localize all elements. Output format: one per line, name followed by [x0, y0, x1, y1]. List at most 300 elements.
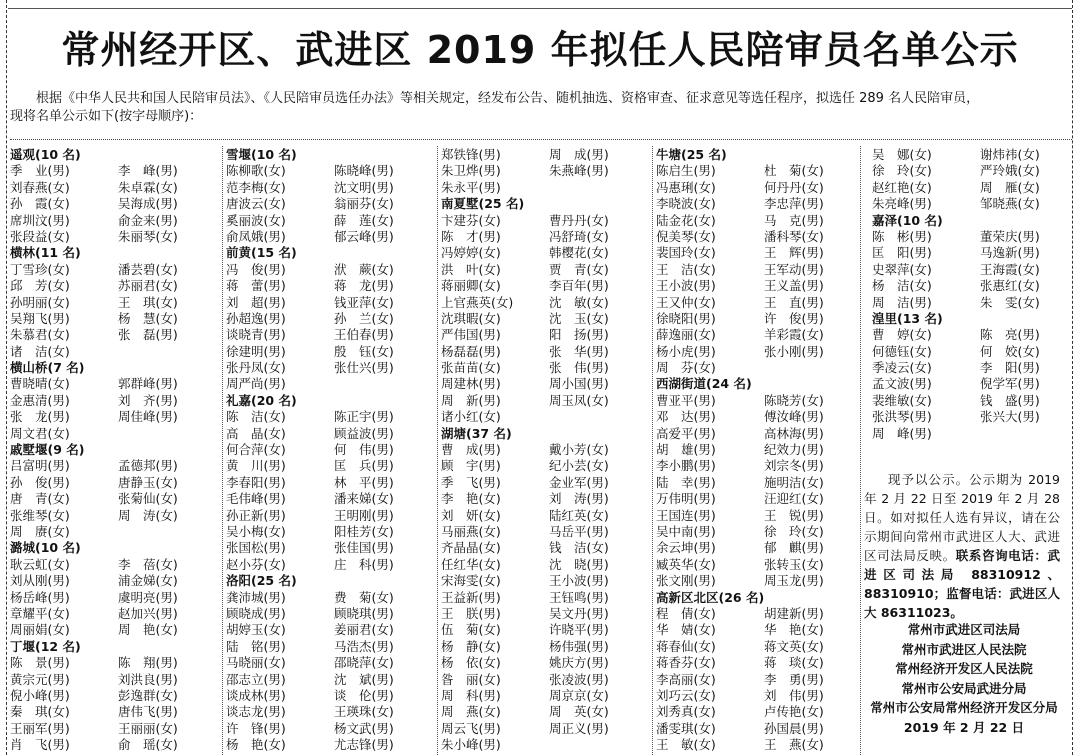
juror-name: 杨 慧(女) [118, 310, 178, 326]
area-heading-text: 南夏墅(25 名) [441, 196, 525, 212]
name-row [656, 655, 872, 671]
juror-name: 吕富明(男) [10, 458, 70, 474]
intro-paragraph [10, 90, 1072, 126]
name-row [441, 213, 657, 229]
name-row [441, 590, 657, 606]
name-row [10, 393, 226, 409]
juror-name: 徐建明(男) [226, 343, 286, 359]
juror-name: 张菊仙(女) [118, 491, 178, 507]
juror-name: 孟文波(男) [872, 376, 932, 392]
juror-name: 陈 翔(男) [118, 655, 178, 671]
name-row [226, 163, 442, 179]
juror-name: 冯舒琦(女) [549, 228, 609, 244]
juror-name: 卞建芬(女) [441, 212, 501, 228]
juror-name: 曹亚平(男) [656, 392, 716, 408]
juror-name: 沈 晓(男) [549, 556, 609, 572]
name-row [656, 229, 872, 245]
juror-name: 洑 蕨(女) [334, 261, 394, 277]
juror-name: 王钰鸣(男) [549, 589, 609, 605]
juror-name: 许 俊(男) [764, 310, 824, 326]
name-row [226, 688, 442, 704]
juror-name: 胡建新(男) [764, 605, 824, 621]
juror-name: 沈 敏(女) [549, 294, 609, 310]
juror-name: 诸小红(女) [441, 409, 501, 425]
juror-name: 陆红英(女) [549, 507, 609, 523]
juror-name: 李百年(男) [549, 278, 609, 294]
juror-name: 朱丽琴(女) [118, 228, 178, 244]
name-row [441, 295, 657, 311]
name-row [10, 163, 226, 179]
juror-name: 洪 叶(女) [441, 261, 501, 277]
juror-name: 诸 洁(女) [10, 343, 70, 359]
juror-name: 周 成(男) [549, 147, 609, 162]
juror-name: 姚庆方(男) [549, 655, 609, 671]
name-row [226, 639, 442, 655]
juror-name: 何丹丹(女) [764, 179, 824, 195]
name-row [872, 163, 1080, 179]
signer-line: 常州市武进区司法局 [907, 622, 1021, 637]
name-row [872, 327, 1080, 343]
juror-name: 谈志龙(男) [226, 704, 286, 720]
juror-name: 刘 齐(男) [118, 392, 178, 408]
name-row [441, 573, 657, 589]
name-row [656, 360, 872, 376]
name-row [656, 278, 872, 294]
juror-name: 沈琪暇(女) [441, 310, 501, 326]
name-row [872, 393, 1080, 409]
juror-name: 伍 菊(女) [441, 622, 501, 638]
name-row [872, 376, 1080, 392]
name-row [656, 606, 872, 622]
juror-name: 许 锋(男) [226, 720, 286, 736]
juror-name: 郑铁锋(男) [441, 147, 501, 162]
juror-name: 傅汝峰(男) [764, 409, 824, 425]
name-row [656, 557, 872, 573]
name-row [441, 327, 657, 343]
juror-name: 周佳峰(男) [118, 409, 178, 425]
juror-name: 纪效力(男) [764, 442, 824, 458]
name-row [10, 213, 226, 229]
juror-name: 蒋 龙(男) [334, 278, 394, 294]
juror-name: 何 姣(女) [980, 343, 1040, 359]
juror-name: 杜 菊(女) [764, 163, 824, 179]
juror-name: 李 峰(男) [118, 163, 178, 179]
name-column-2 [226, 147, 442, 753]
juror-name: 陈 亮(男) [980, 327, 1040, 343]
juror-name: 张 华(男) [549, 343, 609, 359]
juror-name: 俞 瑶(女) [118, 737, 178, 753]
juror-name: 王瑛珠(女) [334, 704, 394, 720]
juror-name: 杨小虎(男) [656, 343, 716, 359]
juror-name: 马岳平(男) [549, 523, 609, 539]
name-row [10, 376, 226, 392]
juror-name: 顾晓琪(男) [334, 605, 394, 621]
juror-name: 严伟国(男) [441, 327, 501, 343]
juror-name: 王 朕(男) [441, 605, 501, 621]
juror-name: 上官燕英(女) [441, 294, 514, 310]
juror-name: 阳 扬(男) [549, 327, 609, 343]
juror-name: 王又仲(女) [656, 294, 716, 310]
juror-name: 倪学军(男) [980, 376, 1040, 392]
name-row [226, 327, 442, 343]
name-row [441, 344, 657, 360]
name-row [226, 737, 442, 753]
juror-name: 董荣庆(男) [980, 228, 1040, 244]
juror-name: 史翠萍(女) [872, 261, 932, 277]
juror-name: 李春阳(男) [226, 474, 286, 490]
juror-name: 王 直(男) [764, 294, 824, 310]
juror-name: 王伯春(男) [334, 327, 394, 343]
juror-name: 周建林(男) [441, 376, 501, 392]
juror-name: 朱 雯(女) [980, 294, 1040, 310]
area-heading [10, 639, 226, 655]
juror-name: 陈启生(男) [656, 163, 716, 179]
name-row [656, 295, 872, 311]
juror-name: 周 涛(女) [118, 507, 178, 523]
juror-name: 曹 婷(女) [872, 327, 932, 343]
name-row [441, 229, 657, 245]
juror-name: 虞明亮(男) [118, 589, 178, 605]
name-row [656, 262, 872, 278]
name-row [441, 672, 657, 688]
area-heading-text: 雪堰(10 名) [226, 147, 297, 162]
juror-name: 刘春燕(女) [10, 179, 70, 195]
juror-name: 陈晓芳(女) [764, 392, 824, 408]
juror-name: 任红华(女) [441, 556, 501, 572]
contact-info: 联系咨询电话：武进区司法局 88310912、88310910；监督电话：武进区人大 86311023。 [864, 548, 1060, 620]
juror-name: 吴翔飞(男) [10, 310, 70, 326]
juror-name: 王军动(男) [764, 261, 824, 277]
juror-name: 周玉凤(女) [549, 392, 609, 408]
name-row [656, 409, 872, 425]
juror-name: 倪小峰(男) [10, 687, 70, 703]
name-row [441, 737, 657, 753]
juror-name: 沈文明(男) [334, 179, 394, 195]
juror-name: 顾益波(男) [334, 425, 394, 441]
juror-name: 张仕兴(男) [334, 360, 394, 376]
intro-line-1: 根据《中华人民共和国人民陪审员法》、《人民陪审员选任办法》等相关规定，经发布公告、随机抽选、资格审查、征求意见等选任程序，拟选任 289 名人民陪审员， [36, 91, 980, 106]
name-row [656, 688, 872, 704]
juror-name: 耿云虹(女) [10, 556, 70, 572]
juror-name: 张 磊(男) [118, 327, 178, 343]
name-row [226, 376, 442, 392]
juror-name: 徐 玲(女) [764, 523, 824, 539]
juror-name: 许晓平(男) [549, 622, 609, 638]
juror-name: 邱 芳(女) [10, 278, 70, 294]
juror-name: 姜丽君(女) [334, 622, 394, 638]
area-heading [872, 213, 1080, 229]
juror-name: 韩樱花(女) [549, 245, 609, 261]
juror-name: 王 燕(女) [764, 737, 824, 753]
juror-name: 邓 达(男) [656, 409, 716, 425]
name-row [10, 737, 226, 753]
juror-name: 高 晶(女) [226, 425, 286, 441]
juror-name: 顾晓成(男) [226, 605, 286, 621]
juror-name: 蒋丽卿(女) [441, 278, 501, 294]
juror-name: 万伟明(男) [656, 491, 716, 507]
juror-name: 蒋香芬(女) [656, 655, 716, 671]
juror-name: 李小鹏(男) [656, 458, 716, 474]
juror-name: 张 伟(男) [549, 360, 609, 376]
juror-name: 谢炜祎(女) [980, 147, 1040, 162]
name-row [10, 721, 226, 737]
juror-name: 杨文武(男) [334, 720, 394, 736]
juror-name: 庄 科(男) [334, 556, 394, 572]
juror-name: 朱小峰(男) [441, 737, 501, 753]
name-row [226, 196, 442, 212]
area-heading [10, 360, 226, 376]
name-row [10, 295, 226, 311]
name-row [10, 344, 226, 360]
name-row [656, 672, 872, 688]
juror-name: 冯 俊(男) [226, 261, 286, 277]
area-heading-text: 西湖街道(24 名) [656, 376, 752, 392]
name-row [656, 721, 872, 737]
juror-name: 蒋 蕾(男) [226, 278, 286, 294]
juror-name: 王丽丽(女) [118, 720, 178, 736]
area-heading [656, 147, 872, 163]
name-row [441, 245, 657, 261]
juror-name: 王小波(男) [656, 278, 716, 294]
name-row [441, 639, 657, 655]
juror-name: 浦金娣(女) [118, 573, 178, 589]
name-row [10, 508, 226, 524]
juror-name: 张凌波(男) [549, 671, 609, 687]
juror-name: 匡 兵(男) [334, 458, 394, 474]
name-row [872, 426, 1080, 442]
juror-name: 赵加兴(男) [118, 605, 178, 621]
juror-name: 谈成林(男) [226, 687, 286, 703]
juror-name: 陈 洁(女) [226, 409, 286, 425]
juror-name: 张惠红(女) [980, 278, 1040, 294]
juror-name: 李 艳(女) [441, 491, 501, 507]
name-row [441, 606, 657, 622]
name-row [656, 491, 872, 507]
name-row [441, 557, 657, 573]
name-row [10, 229, 226, 245]
name-row [10, 688, 226, 704]
juror-name: 郭群峰(男) [118, 376, 178, 392]
juror-name: 何德钰(女) [872, 343, 932, 359]
name-row [872, 278, 1080, 294]
area-heading-text: 前黄(15 名) [226, 245, 297, 261]
juror-name: 毛伟峰(男) [226, 491, 286, 507]
juror-name: 李高丽(女) [656, 671, 716, 687]
juror-name: 吴中南(男) [656, 523, 716, 539]
area-heading-text: 遥观(10 名) [10, 147, 81, 162]
name-row [656, 704, 872, 720]
juror-name: 钱亚萍(女) [334, 294, 394, 310]
juror-name: 王丽军(男) [10, 720, 70, 736]
juror-name: 张国松(男) [226, 540, 286, 556]
juror-name: 张洪琴(男) [872, 409, 932, 425]
juror-name: 季 业(男) [10, 163, 70, 179]
name-row [441, 147, 657, 163]
name-row [10, 311, 226, 327]
name-row [656, 393, 872, 409]
name-row [226, 475, 442, 491]
juror-name: 徐晓阳(男) [656, 310, 716, 326]
name-row [656, 524, 872, 540]
juror-name: 潘来娣(女) [334, 491, 394, 507]
juror-name: 钱 洁(女) [549, 540, 609, 556]
juror-name: 彭逸群(女) [118, 687, 178, 703]
name-row [441, 475, 657, 491]
name-row [10, 491, 226, 507]
juror-name: 曹 成(男) [441, 442, 501, 458]
name-row [226, 409, 442, 425]
name-row [441, 508, 657, 524]
name-row [226, 458, 442, 474]
name-row [226, 442, 442, 458]
name-row [10, 573, 226, 589]
juror-name: 季 飞(男) [441, 474, 501, 490]
name-row [226, 508, 442, 524]
area-heading [441, 196, 657, 212]
juror-name: 潘芸碧(女) [118, 261, 178, 277]
notice-block [864, 470, 1060, 622]
notice-text: 现予以公示。公示期为 2019 年 2 月 22 日至 2019 年 2 月 28 日。如对拟任人选有异议，请在公示期间向常州市武进区人大、武进区司法局反映。 [864, 472, 1060, 563]
juror-name: 匡 阳(男) [872, 245, 932, 261]
juror-name: 孙 俊(男) [10, 474, 70, 490]
juror-name: 金惠清(男) [10, 392, 70, 408]
juror-name: 裴维敏(女) [872, 392, 932, 408]
name-row [872, 295, 1080, 311]
juror-name: 周文君(女) [10, 425, 70, 441]
juror-name: 王明刚(男) [334, 507, 394, 523]
name-row [226, 344, 442, 360]
name-row [441, 491, 657, 507]
juror-name: 孙 霞(女) [10, 196, 70, 212]
name-row [226, 491, 442, 507]
area-heading-text: 潞城(10 名) [10, 540, 81, 556]
juror-name: 吴海成(男) [118, 196, 178, 212]
area-heading-text: 湖塘(37 名) [441, 425, 512, 441]
juror-name: 陆金花(女) [656, 212, 716, 228]
juror-name: 王小波(男) [549, 573, 609, 589]
name-row [10, 458, 226, 474]
name-row [656, 213, 872, 229]
name-column-3 [441, 147, 657, 753]
juror-name: 周 芬(女) [656, 360, 716, 376]
juror-name: 刘宗冬(男) [764, 458, 824, 474]
left-border [6, 0, 7, 755]
juror-name: 马 克(男) [764, 212, 824, 228]
juror-name: 杨 依(女) [441, 655, 501, 671]
name-row [656, 344, 872, 360]
section-separator [10, 139, 1072, 140]
name-row [226, 672, 442, 688]
name-row [441, 180, 657, 196]
area-heading-text: 丁堰(12 名) [10, 638, 81, 654]
name-row [10, 327, 226, 343]
name-row [10, 672, 226, 688]
juror-name: 杨 静(女) [441, 638, 501, 654]
juror-name: 周 雁(女) [980, 179, 1040, 195]
juror-name: 沈 斌(男) [334, 671, 394, 687]
name-row [656, 327, 872, 343]
juror-name: 杨岳峰(男) [10, 589, 70, 605]
juror-name: 李 蓓(女) [118, 556, 178, 572]
juror-name: 顾 宇(男) [441, 458, 501, 474]
name-row [872, 262, 1080, 278]
juror-name: 谈晓青(男) [226, 327, 286, 343]
juror-name: 刘洪良(男) [118, 671, 178, 687]
area-heading-text: 高新区北区(26 名) [656, 589, 765, 605]
area-heading [656, 590, 872, 606]
name-column-4 [656, 147, 872, 753]
juror-name: 马晓丽(女) [226, 655, 286, 671]
juror-name: 刘巧云(女) [656, 687, 716, 703]
name-row [656, 196, 872, 212]
name-row [226, 262, 442, 278]
area-heading [872, 311, 1080, 327]
name-row [10, 475, 226, 491]
juror-name: 王海霞(女) [980, 261, 1040, 277]
name-row [656, 540, 872, 556]
name-row [10, 278, 226, 294]
signers-block [864, 620, 1064, 737]
name-row [441, 360, 657, 376]
juror-name: 马浩杰(男) [334, 638, 394, 654]
juror-name: 卢传艳(女) [764, 704, 824, 720]
juror-name: 刘从刚(男) [10, 573, 70, 589]
name-row [656, 508, 872, 524]
name-row [226, 606, 442, 622]
area-heading-text: 横林(11 名) [10, 245, 81, 261]
name-row [872, 409, 1080, 425]
signer-line: 常州经济开发区人民法院 [895, 661, 1033, 676]
signer-line: 常州市公安局常州经济开发区分局 [870, 700, 1058, 715]
juror-name: 贾 青(女) [549, 261, 609, 277]
juror-name: 陈 才(男) [441, 228, 501, 244]
juror-name: 唐波云(女) [226, 196, 286, 212]
area-heading [226, 147, 442, 163]
juror-name: 薛逸丽(女) [656, 327, 716, 343]
juror-name: 薛 莲(女) [334, 212, 394, 228]
juror-name: 张小刚(男) [764, 343, 824, 359]
juror-name: 席圳汶(男) [10, 212, 70, 228]
signer-line: 常州市公安局武进分局 [901, 680, 1027, 696]
name-row [656, 442, 872, 458]
name-row [226, 557, 442, 573]
juror-name: 周小国(男) [549, 376, 609, 392]
name-row [872, 344, 1080, 360]
juror-name: 周正义(男) [549, 720, 609, 736]
juror-name: 胡 雄(男) [656, 442, 716, 458]
juror-name: 殷 钰(女) [334, 343, 394, 359]
juror-name: 周 科(男) [441, 687, 501, 703]
juror-name: 曹晓晴(女) [10, 376, 70, 392]
juror-name: 王 辉(男) [764, 245, 824, 261]
signer-line: 2019 年 2 月 22 日 [903, 719, 1025, 735]
name-row [441, 458, 657, 474]
juror-name: 陈正宇(男) [334, 409, 394, 425]
juror-name: 孙明丽(女) [10, 294, 70, 310]
juror-name: 高爱平(男) [656, 425, 716, 441]
name-row [441, 524, 657, 540]
name-row [441, 278, 657, 294]
juror-name: 齐晶晶(女) [441, 540, 501, 556]
area-heading-text: 湟里(13 名) [872, 310, 943, 326]
name-row [10, 704, 226, 720]
name-row [656, 639, 872, 655]
area-heading [10, 540, 226, 556]
juror-name: 冯惠琍(女) [656, 179, 716, 195]
juror-name: 季凌云(女) [872, 360, 932, 376]
juror-name: 蒋 琰(女) [764, 655, 824, 671]
name-row [872, 180, 1080, 196]
